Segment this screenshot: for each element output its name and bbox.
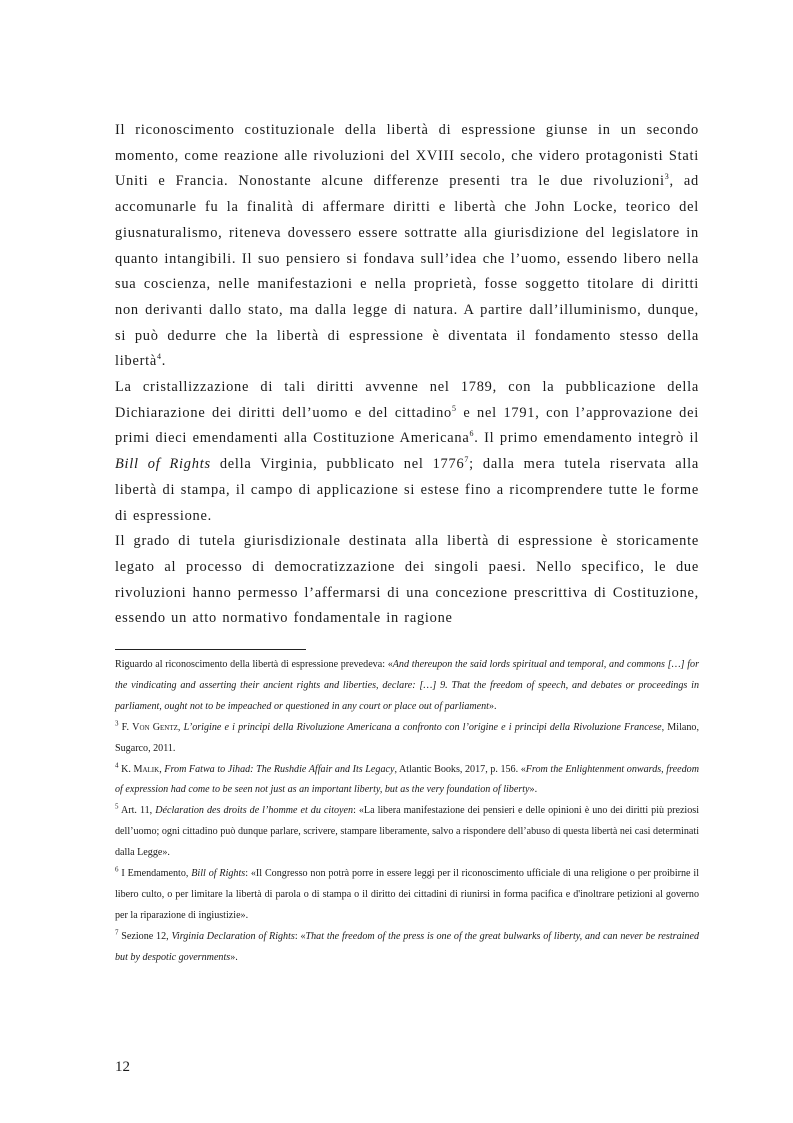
footnote-ref-7[interactable]: 7 <box>464 455 470 465</box>
footnote-4: $^4$ K. Malik, From Fatwa to Jihad: The Rushdie Affair and Its Legacy, Atlantic Books, 2017, p. 156. «From the Enlightenment onwards, freedom of expression had come to be seen not just as an important liberty, but as the very foundation of liberty». <box>115 761 699 796</box>
footnotes <box>115 655 699 969</box>
body-paragraph-3: Il grado di tutela giurisdizionale destinata alla libertà di espressione è storicamente legato al processo di democratizzazione dei singoli paesi. Nello specifico, le due rivoluzioni hanno permesso l’affermarsi di una concezione prescrittiva di Costituzione, essendo un atto normativo fondamentale in ragione <box>115 533 699 627</box>
footnote-ref-6[interactable]: 6 <box>469 429 475 439</box>
footnote-separator <box>115 649 306 650</box>
page-number: 12 <box>115 1059 130 1075</box>
footnote-3: $^3$ F. Von Gentz, L’origine e i principi della Rivoluzione Americana a confronto con l’origine e i principi della Rivoluzione Francese, Milano, Sugarco, 2011. <box>115 719 699 754</box>
body-paragraph-2: La cristallizzazione di tali diritti avvenne nel 1789, con la pubblicazione della Dichiarazione dei diritti dell’uomo e del cittadino$^5$ e nel 1791, con l’approvazione dei primi dieci emendamenti alla Costituzione Americana$^6$. Il primo emendamento integrò il Bill of Rights della Virginia, pubblicato nel 1776$^7$; dalla mera tutela riservata alla libertà di stampa, il campo di applicazione si estese fino a ricomprendere tutte le forme di espressione. <box>115 379 699 524</box>
footnote-ref-3[interactable]: 3 <box>664 172 670 182</box>
footnote-6: $^6$ I Emendamento, Bill of Rights: «Il Congresso non potrà porre in essere leggi per il riconoscimento ufficiale di una religione o per proibirne il libero culto, o per limitare la libertà di parola o di stampa o il diritto dei cittadini di riunirsi in forma pacifica e d'inoltrare petizioni al governo per la riparazione di ingiustizie». <box>115 865 699 921</box>
footnote-5: $^5$ Art. 11, Déclaration des droits de l’homme et du citoyen: «La libera manifestazione dei pensieri e delle opinioni è uno dei diritti più preziosi dell’uomo; ogni cittadino può dunque parlare, scrivere, stampare liberamente, salvo a rispondere dell’abuso di questa libertà nei casi determinati dalla Legge». <box>115 802 700 859</box>
footnote-ref-5[interactable]: 5 <box>451 403 457 413</box>
body-paragraph-1: Il riconoscimento costituzionale della libertà di espressione giunse in un secondo momento, come reazione alle rivoluzioni del XVIII secolo, che videro protagonisti Stati Uniti e Francia. Nonostante alcune differenze presenti tra le due rivoluzioni$^3$, ad accomunarle fu la finalità di affermare diritti e libertà che John Locke, teorico del giusnaturalismo, riteneva dovessero essere sottratte alla giurisdizione del legislatore in quanto intangibili. Il suo pensiero si fondava sull’idea che l’uomo, essendo libero nella sua coscienza, nelle manifestazioni e nella proprietà, fosse soggetto titolare di diritti non derivanti dallo stato, ma dalla legge di natura. A partire dall’illuminismo, dunque, si può dedurre che la libertà di espressione è diventata il fondamento stesso della libertà$^4$. <box>115 122 700 370</box>
main-text <box>115 118 699 632</box>
footnote-ref-4[interactable]: 4 <box>157 352 162 362</box>
footnote-7: $^7$ Sezione 12, Virginia Declaration of Rights: «That the freedom of the press is one of the great bulwarks of liberty, and can never be restrained but by despotic governments». <box>115 928 699 963</box>
footnote-continued: Riguardo al riconoscimento della libertà di espressione prevedeva: «And thereupon the said lords spiritual and temporal, and commons […] for the vindicating and asserting their ancient rights and liberties, declare: […] 9. That the freedom of speech, and debates or proceedings in parliament, ought not to be impeached or questioned in any court or place out of parliament». <box>115 659 699 712</box>
